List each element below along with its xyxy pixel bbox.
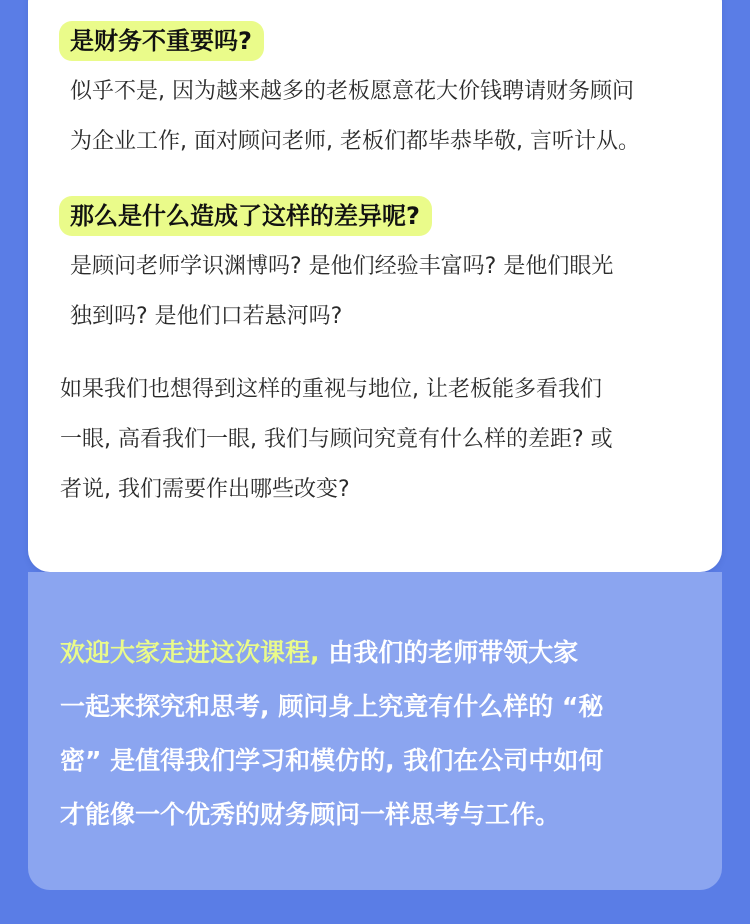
paragraph-line: 似乎不是, 因为越来越多的老板愿意花大价钱聘请财务顾问 <box>70 79 634 104</box>
paragraph-line: 一眼, 高看我们一眼, 我们与顾问究竟有什么样的差距? 或 <box>60 427 613 452</box>
paragraph-difference-cause <box>70 242 613 342</box>
paragraph-finance-importance <box>70 67 640 167</box>
heading-difference-cause: 那么是什么造成了这样的差异呢? <box>59 196 432 236</box>
paragraph-line: 如果我们也想得到这样的重视与地位, 让老板能多看我们 <box>60 377 602 402</box>
paragraph-line: 独到吗? 是他们口若悬河吗? <box>70 304 343 329</box>
paragraph-line: 为企业工作, 面对顾问老师, 老板们都毕恭毕敬, 言听计从。 <box>70 129 640 154</box>
cta-line: 密” 是值得我们学习和模仿的, 我们在公司中如何 <box>60 746 604 775</box>
paragraph-line: 者说, 我们需要作出哪些改变? <box>60 477 350 502</box>
paragraph-reflection <box>60 365 613 515</box>
cta-text <box>60 626 603 842</box>
paragraph-line: 是顾问老师学识渊博吗? 是他们经验丰富吗? 是他们眼光 <box>70 254 614 279</box>
heading-finance-importance: 是财务不重要吗? <box>59 21 264 61</box>
cta-highlight: 欢迎大家走进这次课程, <box>60 638 320 667</box>
cta-line <box>60 626 603 680</box>
cta-line: 一起来探究和思考, 顾问身上究竟有什么样的 “秘 <box>60 692 604 721</box>
cta-line: 才能像一个优秀的财务顾问一样思考与工作。 <box>60 800 561 829</box>
cta-line-rest: 由我们的老师带领大家 <box>319 638 579 667</box>
